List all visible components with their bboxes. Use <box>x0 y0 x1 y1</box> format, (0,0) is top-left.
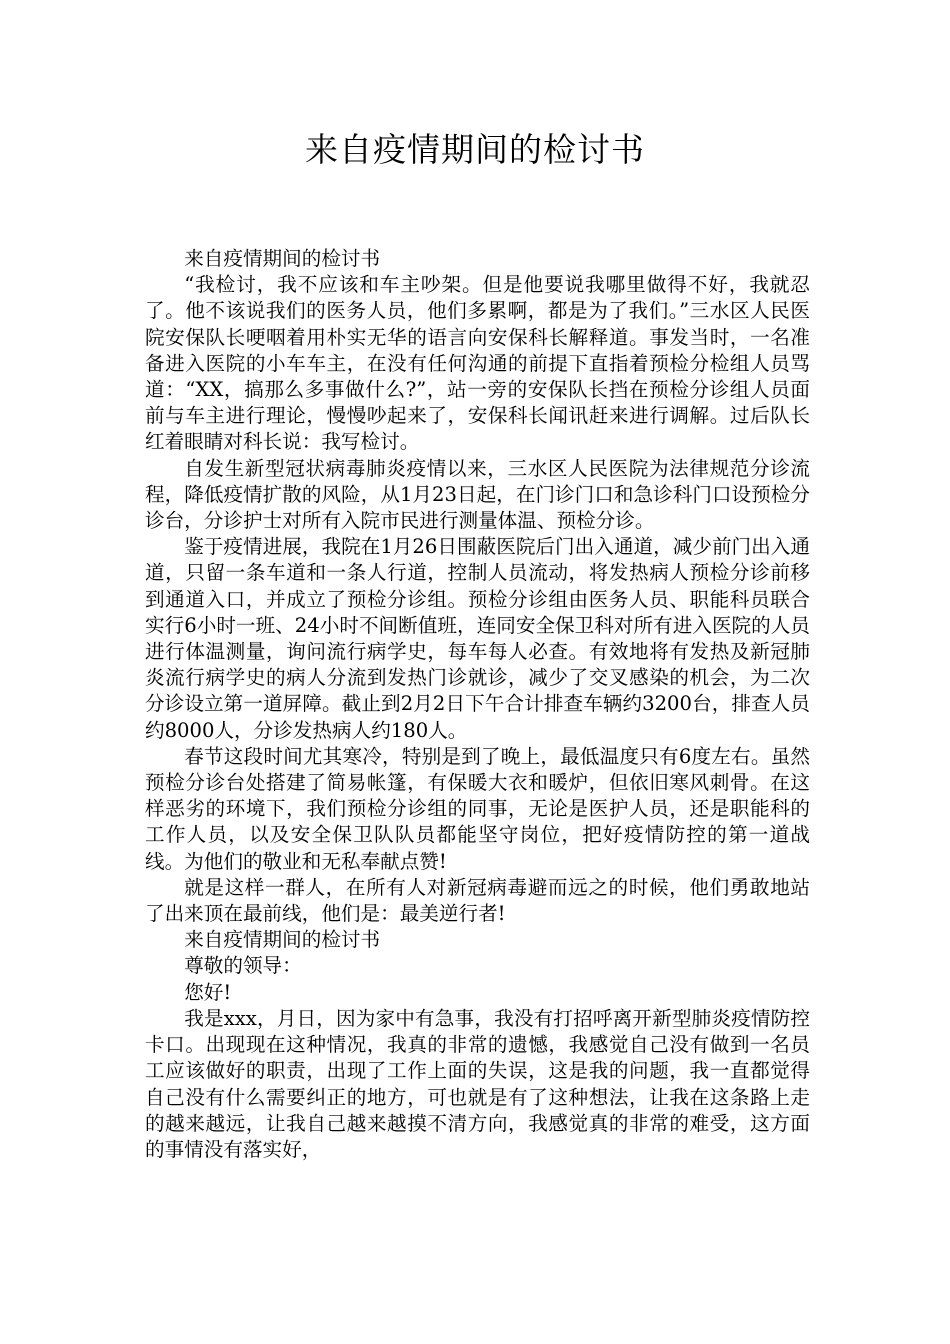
greeting: 您好! <box>184 980 232 1004</box>
document-title: 来自疫情期间的检讨书 <box>305 130 645 169</box>
paragraph: 就是这样一群人，在所有人对新冠病毒避而远之的时候，他们勇敢地站了出来顶在最前线，他们是：最美逆行者! <box>145 875 810 926</box>
document-body <box>145 246 810 1163</box>
paragraph: “我检讨，我不应该和车主吵架。但是他要说我哪里做得不好，我就忍了。他不该说我们的医务人员，他们多累啊，都是为了我们。”三水区人民医院安保队长哽咽着用朴实无华的语言向安保科长解释道。事发当时，一名准备进入医院的小车车主，在没有任何沟通的前提下直指着预检分检组人员骂道：“XX，搞那么多事做什么?”，站一旁的安保队长挡在预检分诊组人员面前与车主进行理论，慢慢吵起来了，安保科长闻讯赶来进行调解。过后队长红着眼睛对科长说：我写检讨。 <box>145 273 810 454</box>
paragraph: 来自疫情期间的检讨书 <box>184 247 381 270</box>
paragraph: 自发生新型冠状病毒肺炎疫情以来，三水区人民医院为法律规范分诊流程，降低疫情扩散的风险，从1月23日起，在门诊门口和急诊科门口设预检分诊台，分诊护士对所有入院市民进行测量体温、预检分诊。 <box>145 456 810 533</box>
paragraph: 来自疫情期间的检讨书 <box>184 928 381 952</box>
paragraph: 春节这段时间尤其寒冷，特别是到了晚上，最低温度只有6度左右。虽然预检分诊台处搭建了简易帐篷，有保暖大衣和暖炉，但依旧寒风刺骨。在这样恶劣的环境下，我们预检分诊组的同事，无论是医护人员，还是职能科的工作人员，以及安全保卫队队员都能坚守岗位，把好疫情防控的第一道战线。为他们的敬业和无私奉献点赞! <box>145 744 810 873</box>
salutation: 尊敬的领导： <box>184 954 302 978</box>
paragraph: 我是xxx，月日，因为家中有急事，我没有打招呼离开新型肺炎疫情防控卡口。出现现在这种情况，我真的非常的遗憾，我感觉自己没有做到一名员工应该做好的职责，出现了工作上面的失误，这是我的问题，我一直都觉得自己没有什么需要纠正的地方，可也就是有了这种想法，让我在这条路上走的越来越远，让我自己越来越摸不清方向，我感觉真的非常的难受，这方面的事情没有落实好， <box>145 1006 810 1161</box>
paragraph: 鉴于疫情进展，我院在1月26日围蔽医院后门出入通道，减少前门出入通道，只留一条车道和一条人行道，控制人员流动，将发热病人预检分诊前移到通道入口，并成立了预检分诊组。预检分诊组由医务人员、职能科员联合实行6小时一班、24小时不间断值班，连同安全保卫科对所有进入医院的人员进行体温测量，询问流行病学史，每车每人必查。有效地将有发热及新冠肺炎流行病学史的病人分流到发热门诊就诊，减少了交叉感染的机会，为二次分诊设立第一道屏障。截止到2月2日下午合计排查车辆约3200台，排查人员约8000人，分诊发热病人约180人。 <box>145 535 810 742</box>
